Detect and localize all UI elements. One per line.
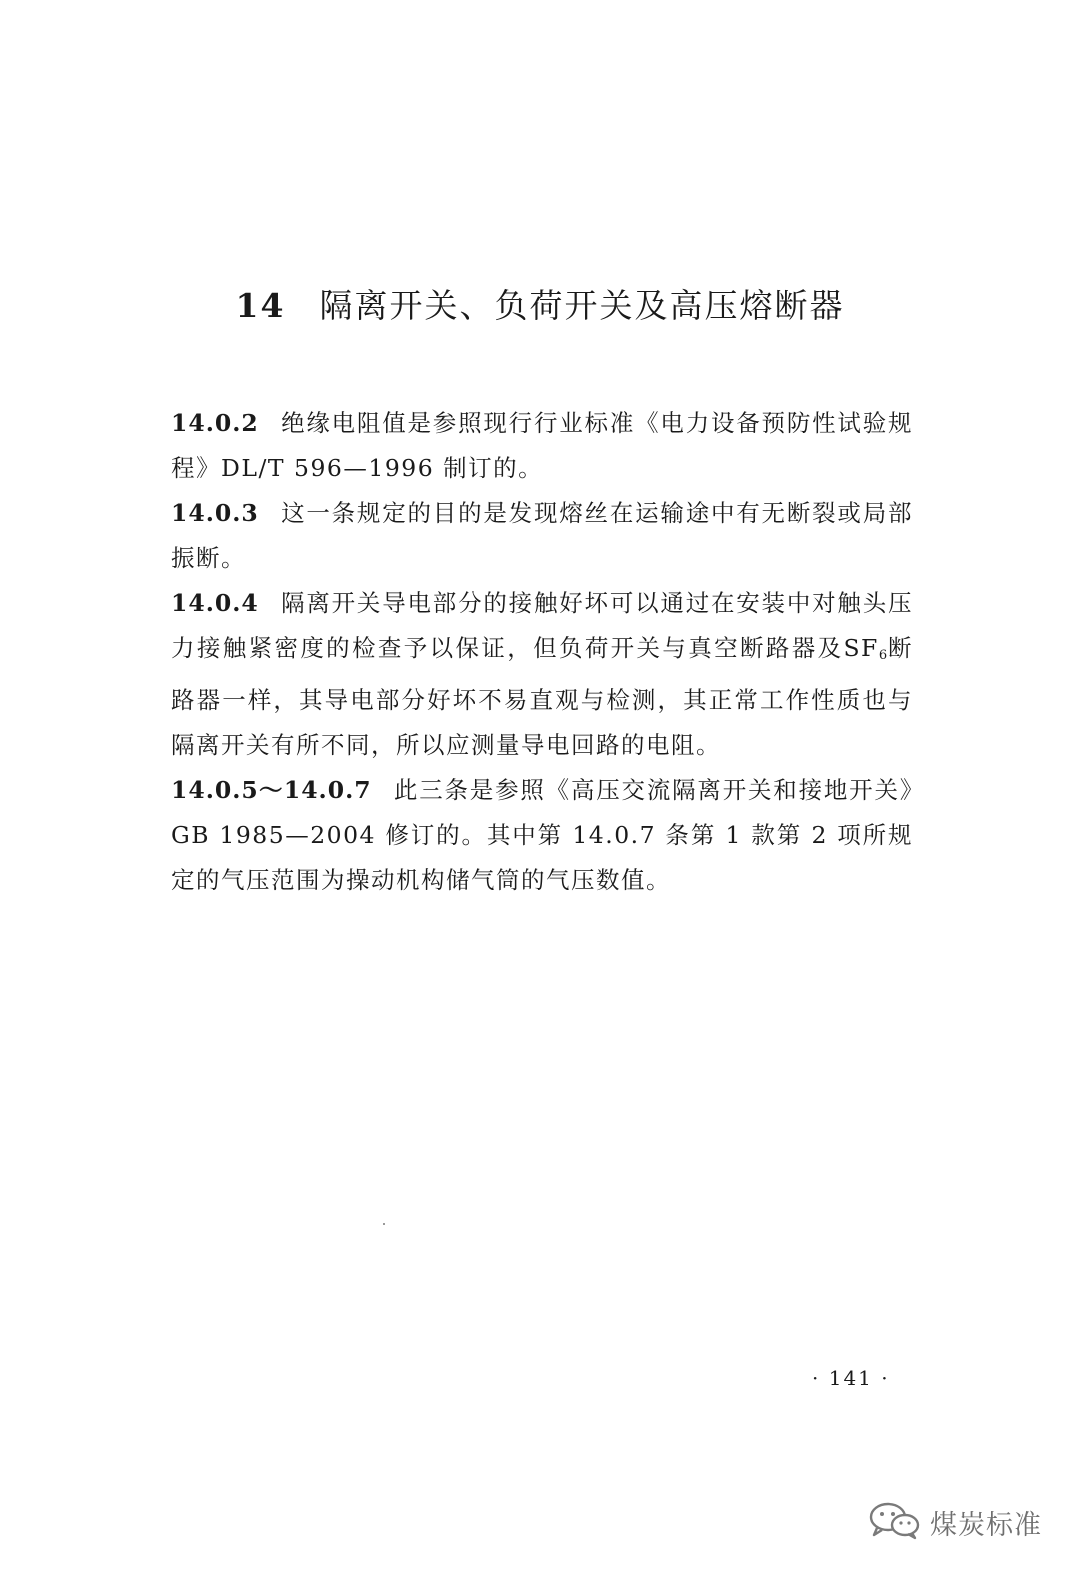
clause-number: 14.0.2 — [171, 409, 259, 437]
watermark — [868, 1500, 1042, 1544]
clause-text: 绝缘电阻值是参照现行行业标准《电力设备预防性试验规程》DL/T 596—1996 制订的。 — [171, 409, 913, 482]
chapter-title — [0, 280, 1080, 327]
scan-speck — [383, 1223, 385, 1225]
subscript: 6 — [878, 648, 888, 663]
clause-number: 14.0.3 — [171, 499, 259, 527]
clause-text-part-1: 隔离开关导电部分的接触好坏可以通过在安装中对触头压力接触紧密度的检查予以保证，但负荷开关与真空断路器及SF — [171, 589, 913, 662]
clause-text: 这一条规定的目的是发现熔丝在运输途中有无断裂或局部振断。 — [171, 499, 913, 572]
clause-14-0-4 — [171, 581, 913, 768]
wechat-icon — [868, 1500, 930, 1544]
clause-text: 此三条是参照《高压交流隔离开关和接地开关》GB 1985—2004 修订的。其中第 14.0.7 条第 1 款第 2 项所规定的气压范围为操动机构储气筒的气压数值。 — [171, 776, 913, 894]
clause-14-0-2 — [171, 401, 913, 491]
clause-14-0-5-to-7 — [171, 768, 913, 903]
commentary-body — [171, 401, 913, 903]
clause-text-part-2: 断路器一样，其导电部分好坏不易直观与检测，其正常工作性质也与隔离开关有所不同，所以应测量导电回路的电阻。 — [171, 634, 914, 759]
clause-number: 14.0.4 — [171, 589, 259, 617]
page-number: · 141 · — [812, 1366, 890, 1390]
chapter-title-text: 隔离开关、负荷开关及高压熔断器 — [319, 286, 845, 325]
watermark-text: 煤炭标准 — [930, 1509, 1042, 1541]
clause-number: 14.0.5～14.0.7 — [171, 776, 372, 804]
clause-14-0-3 — [171, 491, 913, 581]
chapter-number: 14 — [235, 286, 286, 325]
